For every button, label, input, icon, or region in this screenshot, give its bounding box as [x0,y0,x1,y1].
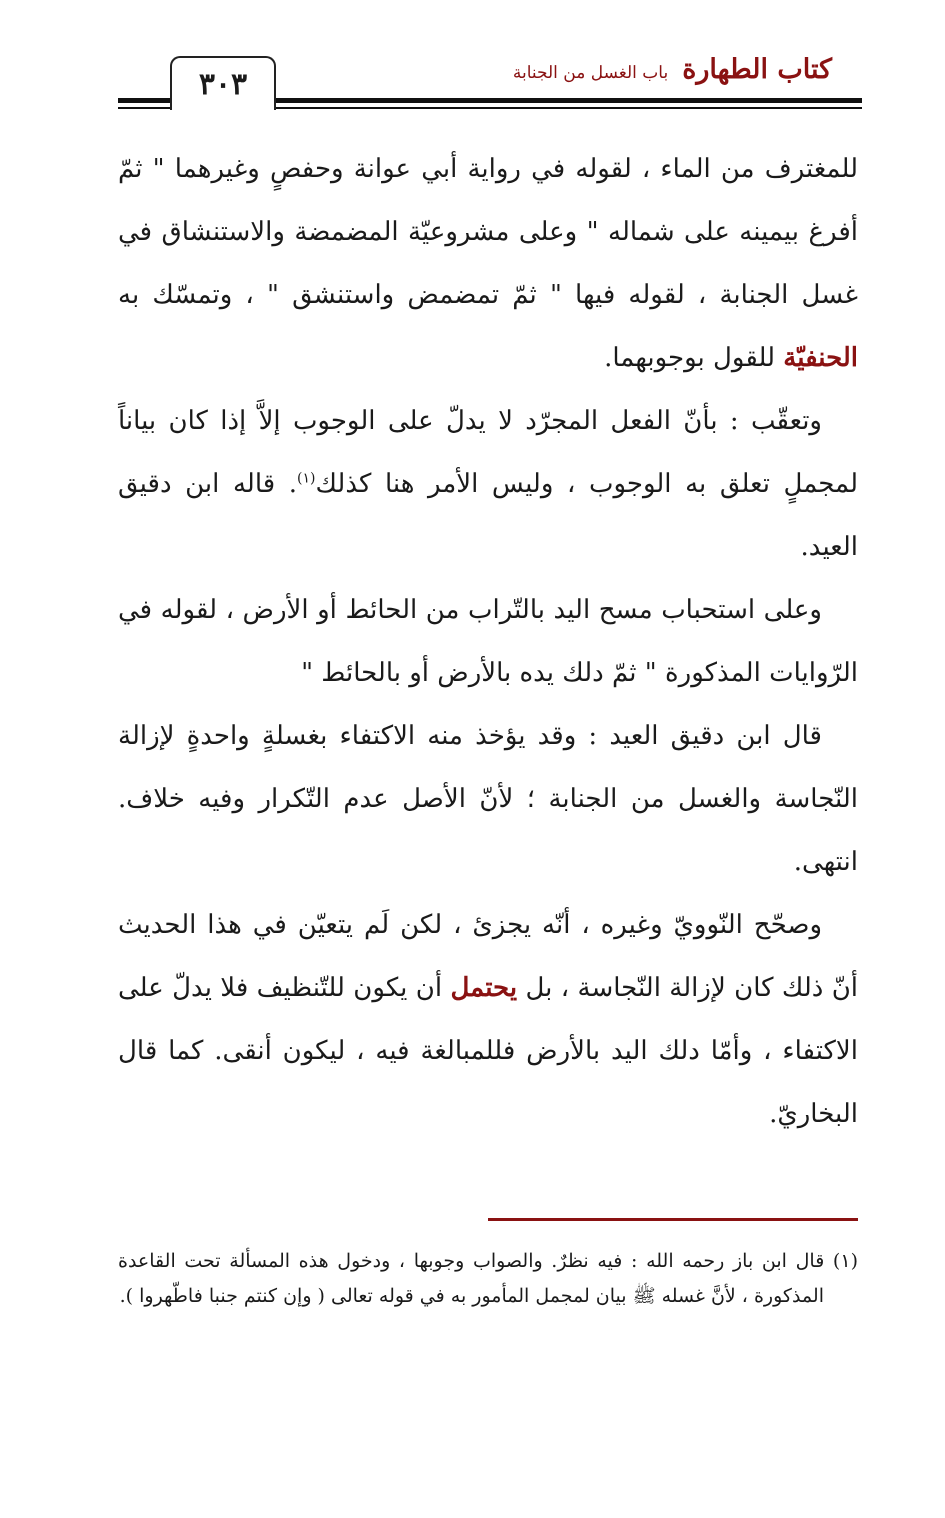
running-title [513,54,832,85]
page-number: ٣٠٣ [170,56,276,110]
page-header [118,50,862,110]
paragraph-4: قال ابن دقيق العيد : وقد يؤخذ منه الاكتفاء بغسلةٍ واحدةٍ لإزالة النّجاسة والغسل من الجنابة ؛ لأنّ الأصل عدم التّكرار وفيه خلاف. انتهى. [118,721,858,877]
paragraph-1-end: للقول بوجوبهما. [604,343,776,373]
paragraph-5-end: أن يكون للتّنظيف فلا يدلّ على الاكتفاء ، وأمّا دلك اليد بالأرض فللمبالغة فيه ، ليكون أنقى. كما قال البخاريّ. [118,973,858,1129]
paragraph-3: وعلى استحباب مسح اليد بالتّراب من الحائط أو الأرض ، لقوله في الرّوايات المذكورة " ثمّ دلك يده بالأرض أو بالحائط " [118,595,858,688]
paragraph-1-text: للمغترف من الماء ، لقوله في رواية أبي عوانة وحفصٍ وغيرهما " ثمّ أفرغ بيمينه على شماله " وعلى مشروعيّة المضمضة والاستنشاق في غسل الجنابة ، لقوله فيها " ثمّ تمضمض واستنشق " ، وتمسّك به [118,154,858,310]
footnotes [118,1244,858,1314]
footnote-1: (١) قال ابن باز رحمه الله : فيه نظرٌ. والصواب وجوبها ، ودخول هذه المسألة تحت القاعدة المذكورة ، لأنَّ غسله ﷺ بيان لمجمل المأمور به في قوله تعالى ( وإن كنتم جنبا فاطّهروا ). [118,1250,858,1307]
paragraph-2-text: وتعقّب : بأنّ الفعل المجرّد لا يدلّ على الوجوب إلاَّ إذا كان بياناً لمجملٍ تعلق به الوجوب ، وليس الأمر هنا كذلك [118,406,858,499]
paragraph-1 [118,138,858,390]
footnote-separator [488,1218,858,1221]
highlight-hanafiyya: الحنفيّة [783,343,858,373]
book-title: كتاب الطهارة [682,54,832,85]
main-text [118,138,858,1146]
chapter-title: باب الغسل من الجنابة [512,63,669,83]
paragraph-5 [118,894,858,1146]
paragraph-2-end: . قاله ابن دقيق العيد. [118,469,858,562]
paragraph-2 [118,390,858,579]
footnote-reference[interactable]: (١) [297,470,316,487]
highlight-yahtamil: يحتمل [450,973,518,1003]
paragraph-5-text: وصحّح النّوويّ وغيره ، أنّه يجزئ ، لكن لَم يتعيّن في هذا الحديث أنّ ذلك كان لإزالة النّجاسة ، بل [118,910,859,1003]
